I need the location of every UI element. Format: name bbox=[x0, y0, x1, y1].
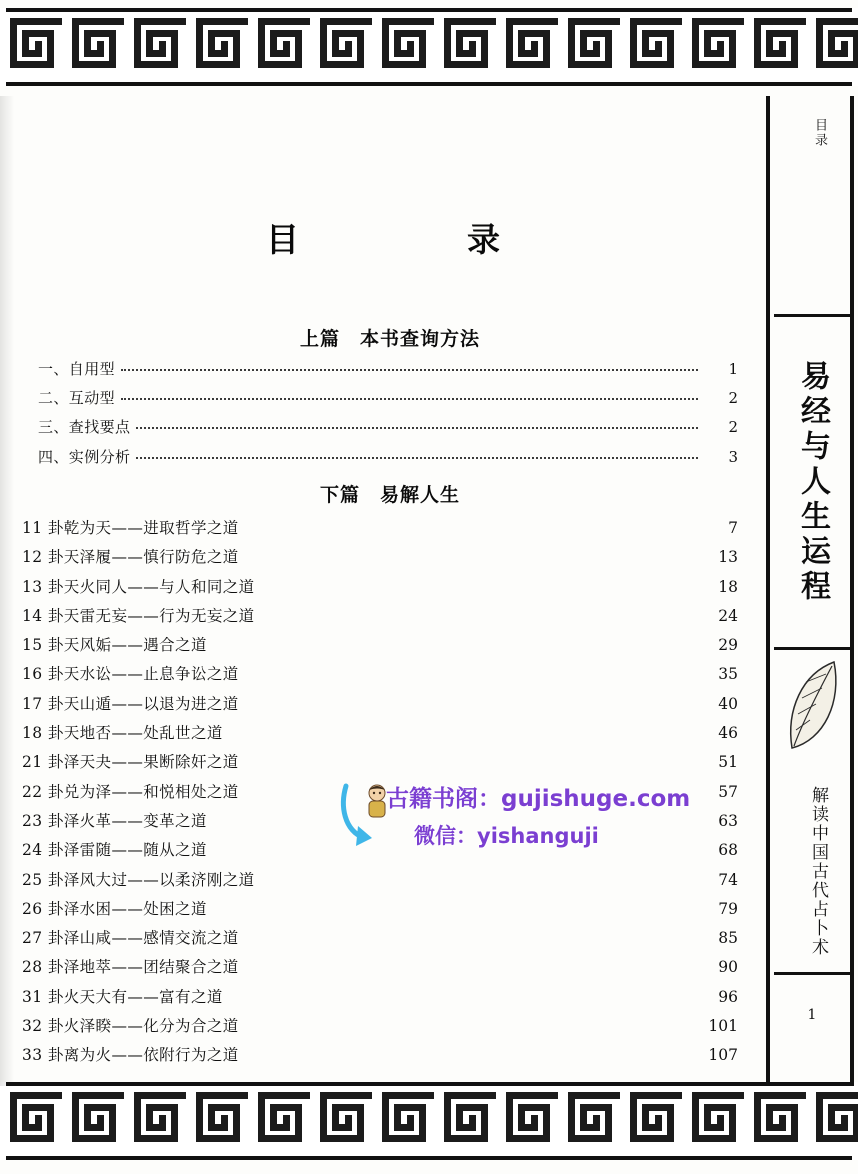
greek-key-unit bbox=[316, 1088, 378, 1150]
toc-entry[interactable] bbox=[22, 985, 738, 1014]
ornamental-border-top bbox=[0, 8, 858, 86]
greek-key-unit bbox=[626, 14, 688, 76]
toc-entry-page: 79 bbox=[718, 899, 738, 918]
toc-leader-dots bbox=[121, 398, 698, 400]
watermark-line-1: 古籍书阁：gujishuge.com bbox=[386, 786, 691, 812]
toc-entry[interactable] bbox=[38, 358, 738, 387]
toc-entry-label: 11 卦乾为天——进取哲学之道 bbox=[22, 519, 239, 537]
toc-entry[interactable] bbox=[38, 387, 738, 416]
border-rule bbox=[6, 8, 852, 12]
toc-leader-dots bbox=[121, 369, 698, 371]
greek-key-unit bbox=[812, 1088, 858, 1150]
toc-entry[interactable] bbox=[22, 1014, 738, 1043]
greek-key-unit bbox=[130, 14, 192, 76]
toc-entry[interactable] bbox=[22, 955, 738, 984]
toc-entry-page: 74 bbox=[718, 870, 738, 889]
toc-content bbox=[0, 96, 766, 1086]
toc-entry[interactable] bbox=[22, 868, 738, 897]
toc-entry[interactable] bbox=[22, 516, 738, 545]
toc-entry-page: 57 bbox=[718, 782, 738, 801]
side-panel bbox=[766, 96, 858, 1086]
toc-entry[interactable] bbox=[22, 721, 738, 750]
toc-entry-label: 27 卦泽山咸——感情交流之道 bbox=[22, 929, 239, 948]
toc-entry-label: 22 卦兑为泽——和悦相处之道 bbox=[22, 782, 239, 801]
greek-key-pattern bbox=[6, 1088, 852, 1150]
greek-key-unit bbox=[6, 14, 68, 76]
toc-entry-page: 101 bbox=[708, 1017, 738, 1036]
greek-key-unit bbox=[192, 14, 254, 76]
greek-key-unit bbox=[564, 14, 626, 76]
toc-entry[interactable] bbox=[22, 897, 738, 926]
greek-key-unit bbox=[316, 14, 378, 76]
toc-entry-page: 13 bbox=[718, 548, 738, 567]
toc-entry-label: 四、实例分析 bbox=[38, 447, 131, 466]
side-rule bbox=[766, 96, 770, 1086]
greek-key-unit bbox=[192, 1088, 254, 1150]
toc-entry-page: 29 bbox=[718, 636, 738, 655]
greek-key-unit bbox=[626, 1088, 688, 1150]
toc-entry[interactable] bbox=[22, 780, 738, 809]
toc-entry[interactable] bbox=[38, 416, 738, 445]
side-rule bbox=[850, 96, 854, 1086]
toc-leader-dots bbox=[136, 457, 698, 459]
toc-entry[interactable] bbox=[22, 1043, 738, 1072]
toc-entry[interactable] bbox=[22, 604, 738, 633]
toc-leader-dots bbox=[136, 427, 698, 429]
ornamental-border-bottom bbox=[0, 1082, 858, 1160]
toc-entry-label: 23 卦泽火革——变革之道 bbox=[22, 811, 207, 830]
toc-entry-label: 21 卦泽天夬——果断除奸之道 bbox=[22, 753, 239, 772]
toc-entry[interactable] bbox=[38, 446, 738, 475]
page-number-box bbox=[774, 972, 850, 1089]
toc-entry-page: 51 bbox=[718, 753, 738, 772]
toc-entry-page: 40 bbox=[718, 694, 738, 713]
toc-entry[interactable] bbox=[22, 838, 738, 867]
greek-key-unit bbox=[130, 1088, 192, 1150]
side-title-band bbox=[774, 314, 850, 650]
toc-entry-label: 26 卦泽水困——处困之道 bbox=[22, 899, 207, 918]
toc-entry-page: 90 bbox=[718, 958, 738, 977]
section-heading-lower: 下篇 易解人生 bbox=[319, 484, 460, 506]
greek-key-pattern bbox=[6, 14, 852, 76]
toc-entry-label: 17 卦天山遁——以退为进之道 bbox=[22, 694, 239, 713]
toc-entry-page: 7 bbox=[728, 519, 738, 537]
toc-entry-label: 18 卦天地否——处乱世之道 bbox=[22, 724, 223, 743]
greek-key-unit bbox=[440, 14, 502, 76]
greek-key-unit bbox=[68, 1088, 130, 1150]
toc-entry-label: 三、查找要点 bbox=[38, 418, 131, 437]
toc-list-upper bbox=[38, 358, 738, 475]
page-number: 1 bbox=[807, 1007, 817, 1023]
toc-entry-page: 35 bbox=[718, 665, 738, 684]
greek-key-unit bbox=[254, 1088, 316, 1150]
toc-entry[interactable] bbox=[22, 809, 738, 838]
toc-entry-label: 32 卦火泽睽——化分为合之道 bbox=[22, 1017, 239, 1036]
toc-entry-label: 33 卦离为火——依附行为之道 bbox=[22, 1046, 239, 1065]
toc-entry-page: 2 bbox=[728, 418, 738, 437]
greek-key-unit bbox=[378, 1088, 440, 1150]
toc-entry-label: 12 卦天泽履——慎行防危之道 bbox=[22, 548, 239, 567]
greek-key-unit bbox=[502, 14, 564, 76]
toc-entry-page: 46 bbox=[718, 724, 738, 743]
book-subtitle-vertical: 解读中国古代占卜术 bbox=[808, 786, 828, 957]
toc-entry-label: 15 卦天风姤——遇合之道 bbox=[22, 636, 207, 655]
toc-entry-page: 68 bbox=[718, 841, 738, 860]
border-rule bbox=[6, 1156, 852, 1160]
toc-entry-label: 24 卦泽雷随——随从之道 bbox=[22, 841, 207, 860]
toc-entry[interactable] bbox=[22, 662, 738, 691]
greek-key-unit bbox=[750, 14, 812, 76]
toc-entry-label: 31 卦火天大有——富有之道 bbox=[22, 987, 223, 1006]
toc-entry-page: 96 bbox=[718, 987, 738, 1006]
leaf-icon bbox=[776, 652, 848, 762]
greek-key-unit bbox=[688, 14, 750, 76]
toc-entry[interactable] bbox=[22, 633, 738, 662]
greek-key-unit bbox=[378, 14, 440, 76]
book-title-vertical: 易经与人生运程 bbox=[795, 359, 830, 605]
toc-entry-label: 一、自用型 bbox=[38, 360, 116, 378]
greek-key-unit bbox=[502, 1088, 564, 1150]
toc-entry-page: 1 bbox=[728, 360, 738, 378]
side-running-head: 目录 bbox=[812, 118, 827, 148]
greek-key-unit bbox=[564, 1088, 626, 1150]
toc-entry-label: 28 卦泽地萃——团结聚合之道 bbox=[22, 958, 239, 977]
toc-entry-page: 3 bbox=[728, 447, 738, 466]
greek-key-unit bbox=[750, 1088, 812, 1150]
toc-entry-page: 63 bbox=[718, 811, 738, 830]
toc-entry-page: 2 bbox=[728, 389, 738, 408]
toc-entry[interactable] bbox=[22, 750, 738, 779]
watermark-line-2: 微信：yishanguji bbox=[414, 824, 599, 848]
border-rule bbox=[6, 82, 852, 86]
greek-key-unit bbox=[254, 14, 316, 76]
greek-key-unit bbox=[68, 14, 130, 76]
toc-entry[interactable] bbox=[22, 926, 738, 955]
toc-list-lower bbox=[22, 516, 738, 1073]
toc-entry-page: 24 bbox=[718, 606, 738, 625]
toc-entry-page: 107 bbox=[708, 1046, 738, 1065]
toc-entry-label: 13 卦天火同人——与人和同之道 bbox=[22, 577, 255, 596]
page-title: 目 录 bbox=[266, 220, 534, 259]
greek-key-unit bbox=[688, 1088, 750, 1150]
greek-key-unit bbox=[6, 1088, 68, 1150]
toc-entry-label: 二、互动型 bbox=[38, 389, 116, 408]
toc-entry-label: 25 卦泽风大过——以柔济刚之道 bbox=[22, 870, 255, 889]
toc-entry-label: 14 卦天雷无妄——行为无妄之道 bbox=[22, 606, 255, 625]
toc-entry[interactable] bbox=[22, 575, 738, 604]
greek-key-unit bbox=[440, 1088, 502, 1150]
toc-entry[interactable] bbox=[22, 545, 738, 574]
toc-entry-page: 18 bbox=[718, 577, 738, 596]
toc-entry-page: 85 bbox=[718, 929, 738, 948]
greek-key-unit bbox=[812, 14, 858, 76]
toc-entry[interactable] bbox=[22, 692, 738, 721]
toc-entry-label: 16 卦天水讼——止息争讼之道 bbox=[22, 665, 239, 684]
section-heading-upper: 上篇 本书查询方法 bbox=[299, 328, 480, 350]
